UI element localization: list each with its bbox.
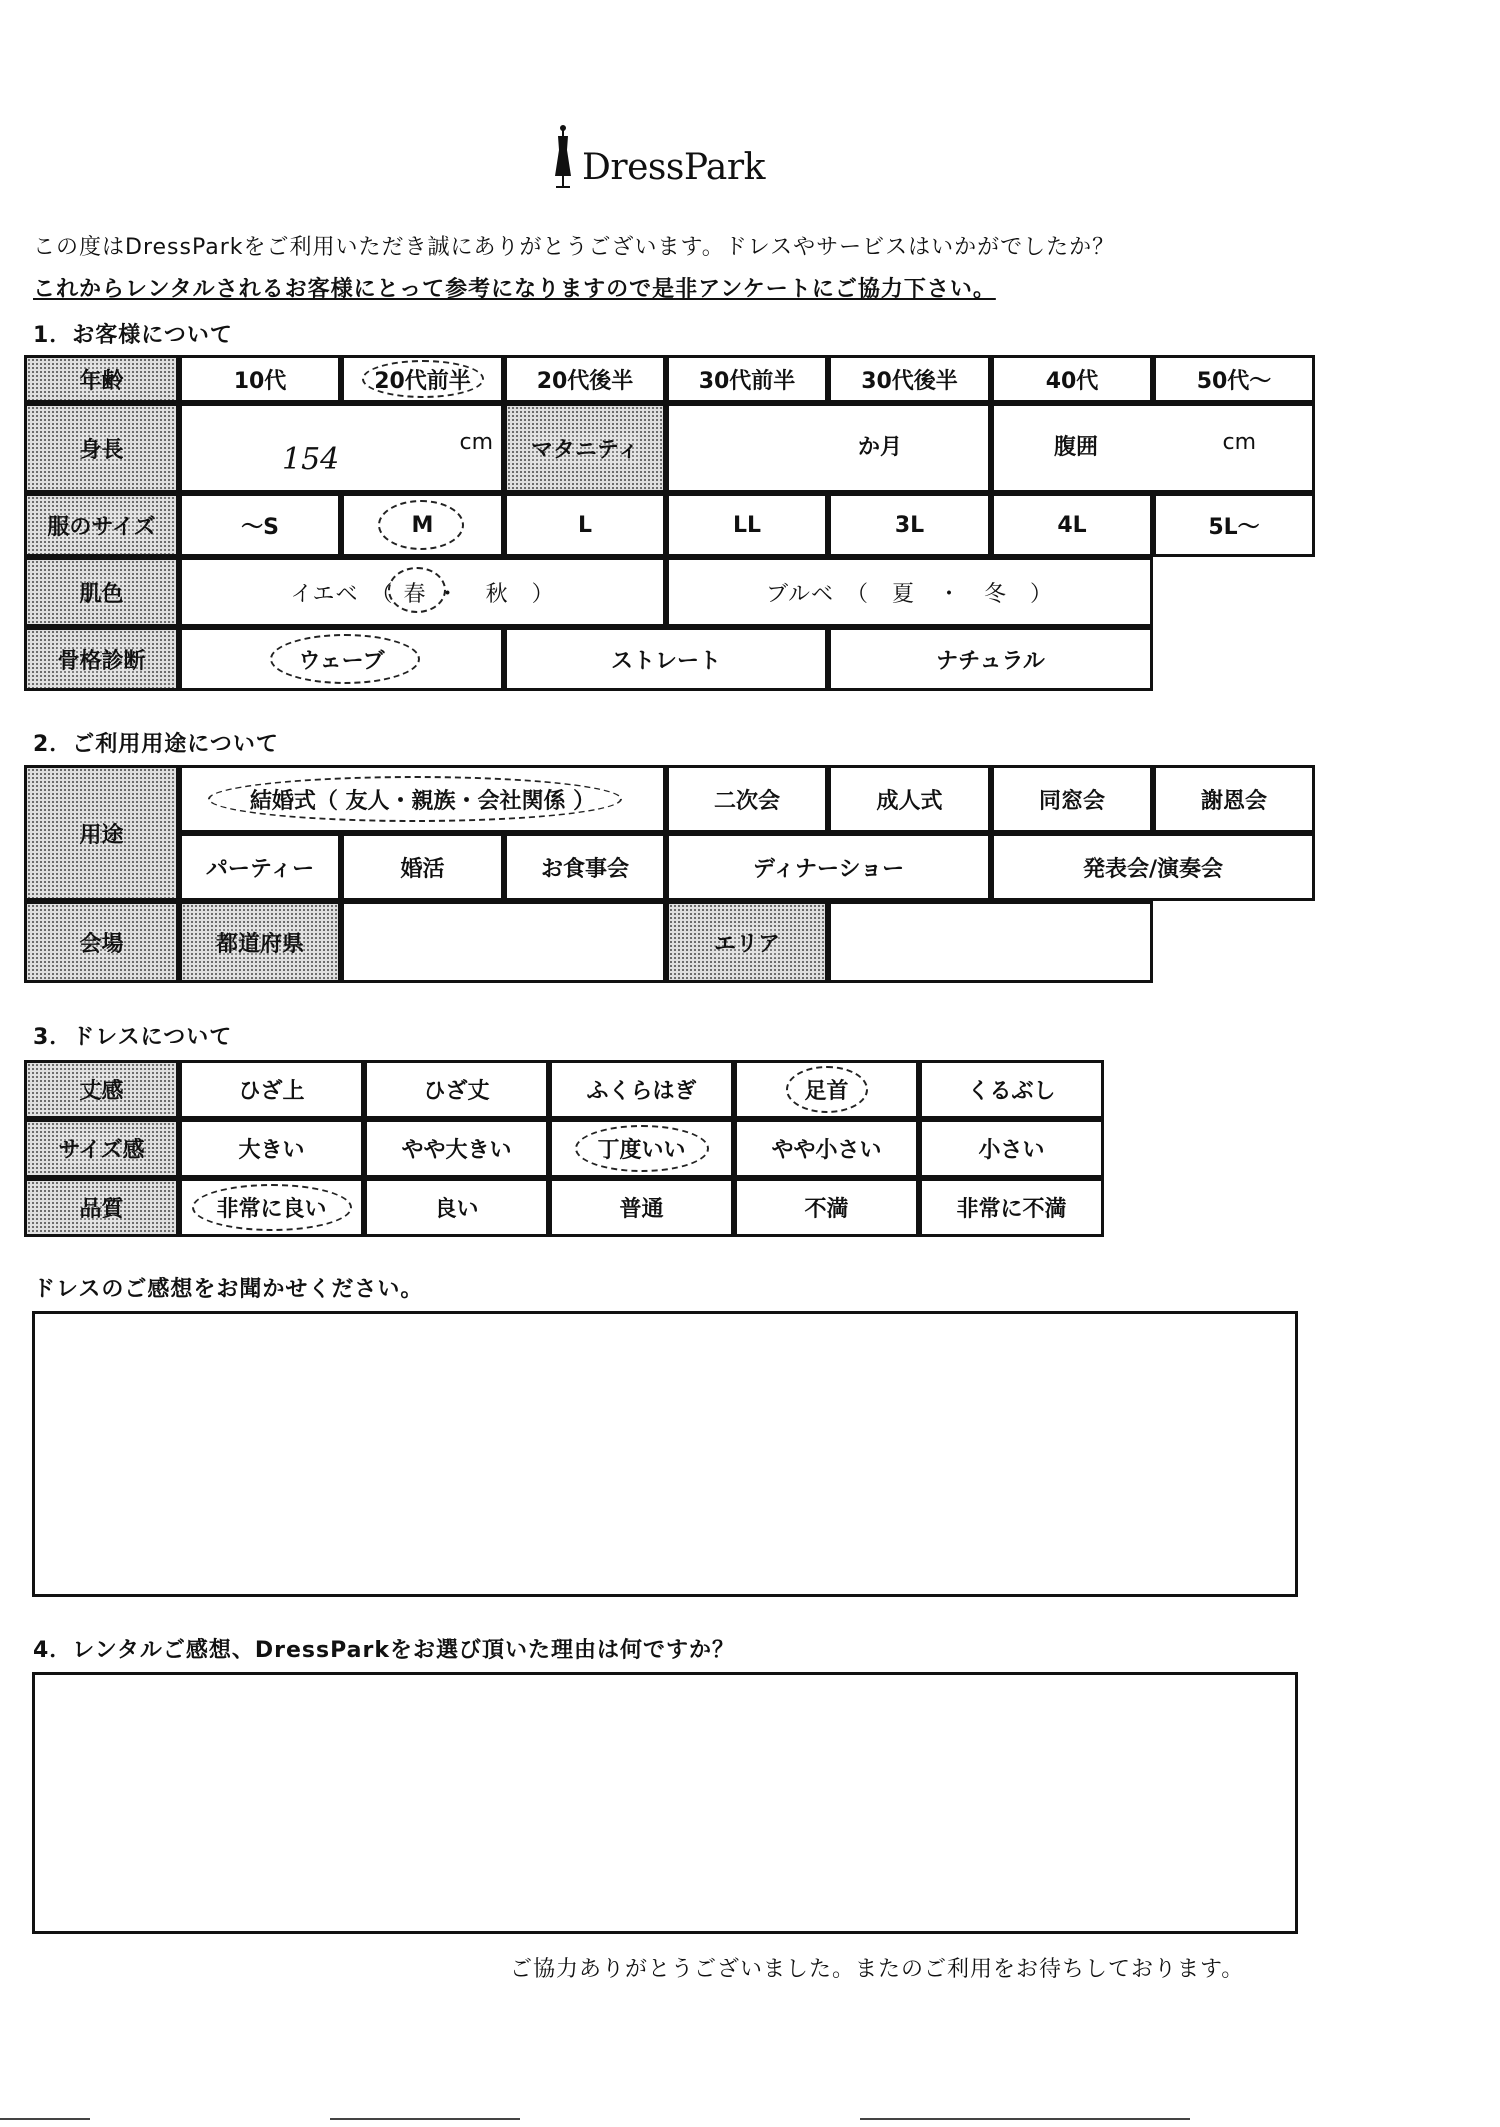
area-input[interactable] — [828, 901, 1153, 983]
size-option[interactable]: L — [504, 493, 666, 557]
frame-option[interactable]: ナチュラル — [828, 627, 1153, 691]
age-option[interactable]: 50代～ — [1153, 355, 1315, 403]
height-value: 154 — [282, 442, 340, 477]
venue-label: 会場 — [24, 901, 179, 983]
dress-option[interactable]: くるぶし — [919, 1060, 1104, 1119]
frame-option-selected[interactable]: ウェーブ — [179, 627, 504, 691]
yellow-base-text: イエベ （ — [290, 581, 394, 607]
frame-option[interactable]: ストレート — [504, 627, 828, 691]
dress-option-selected[interactable]: 足首 — [734, 1060, 919, 1119]
dress-row-label: 丈感 — [24, 1060, 179, 1119]
dress-option[interactable]: 普通 — [549, 1178, 734, 1237]
dress-option[interactable]: やや小さい — [734, 1119, 919, 1178]
impression-textarea[interactable] — [32, 1311, 1298, 1597]
intro-text: この度はDressParkをご利用いただき誠にありがとうございます。ドレスやサービスはいかがでしたか？ — [33, 235, 1116, 260]
purpose-option[interactable]: 成人式 — [828, 765, 991, 833]
belly-field[interactable] — [991, 403, 1315, 493]
section1-title: 1．お客様について — [33, 323, 233, 348]
size-option[interactable]: 4L — [991, 493, 1153, 557]
age-label: 年齢 — [24, 355, 179, 403]
dress-option-selected[interactable]: 非常に良い — [179, 1178, 364, 1237]
frame-label: 骨格診断 — [24, 627, 179, 691]
age-option[interactable]: 30代前半 — [666, 355, 828, 403]
maternity-label: マタニティ — [504, 403, 666, 493]
height-unit: cm — [459, 430, 493, 455]
purpose-option[interactable]: 発表会/演奏会 — [991, 833, 1315, 901]
size-option-selected[interactable]: M — [341, 493, 504, 557]
dress-option[interactable]: ふくらはぎ — [549, 1060, 734, 1119]
separator-dot: ・ — [436, 581, 460, 607]
belly-label: 腹囲 — [1054, 435, 1099, 460]
purpose-option[interactable]: 婚活 — [341, 833, 504, 901]
purpose-label: 用途 — [24, 765, 179, 901]
purpose-option-selected[interactable]: 結婚式（ 友人・親族・会社関係 ） — [179, 765, 666, 833]
height-field[interactable] — [179, 403, 504, 493]
dress-option-selected[interactable]: 丁度いい — [549, 1119, 734, 1178]
purpose-option[interactable]: お食事会 — [504, 833, 666, 901]
dress-option[interactable]: 大きい — [179, 1119, 364, 1178]
size-option[interactable]: ～S — [179, 493, 341, 557]
section3-title: 3．ドレスについて — [33, 1025, 233, 1050]
purpose-option[interactable]: ディナーショー — [666, 833, 991, 901]
age-option[interactable]: 10代 — [179, 355, 341, 403]
reason-textarea[interactable] — [32, 1672, 1298, 1934]
purpose-option[interactable]: パーティー — [179, 833, 341, 901]
scan-artifact-line — [330, 2118, 520, 2120]
size-option[interactable]: 5L～ — [1153, 493, 1315, 557]
dress-option[interactable]: やや大きい — [364, 1119, 549, 1178]
dress-option[interactable]: 非常に不満 — [919, 1178, 1104, 1237]
months-unit: か月 — [857, 435, 902, 460]
purpose-option[interactable]: 謝恩会 — [1153, 765, 1315, 833]
dress-option[interactable]: 小さい — [919, 1119, 1104, 1178]
impression-prompt: ドレスのご感想をお聞かせください。 — [33, 1277, 424, 1302]
dress-icon — [550, 124, 576, 190]
size-option[interactable]: LL — [666, 493, 828, 557]
prefecture-input[interactable] — [341, 901, 666, 983]
section2-title: 2．ご利用用途について — [33, 732, 279, 757]
prefecture-label: 都道府県 — [179, 901, 341, 983]
size-label: 服のサイズ — [24, 493, 179, 557]
blue-base-option[interactable]: ブルベ （ 夏 ・ 冬 ） — [666, 557, 1153, 627]
belly-unit: cm — [1222, 430, 1256, 455]
size-option[interactable]: 3L — [828, 493, 991, 557]
dress-option[interactable]: ひざ丈 — [364, 1060, 549, 1119]
dress-row-label: 品質 — [24, 1178, 179, 1237]
thanks-message: ご協力ありがとうございました。またのご利用をお待ちしております。 — [510, 1957, 1245, 1982]
age-option[interactable]: 20代後半 — [504, 355, 666, 403]
dress-option[interactable]: ひざ上 — [179, 1060, 364, 1119]
scan-artifact-line — [0, 2118, 90, 2120]
purpose-option[interactable]: 二次会 — [666, 765, 828, 833]
intro-request: これからレンタルされるお客様にとって参考になりますので是非アンケートにご協力下さい。 — [33, 277, 996, 302]
dress-row-label: サイズ感 — [24, 1119, 179, 1178]
dress-option[interactable]: 良い — [364, 1178, 549, 1237]
age-option[interactable]: 40代 — [991, 355, 1153, 403]
yellow-base-option[interactable] — [179, 557, 666, 627]
scan-artifact-line — [860, 2118, 1190, 2120]
age-option[interactable]: 30代後半 — [828, 355, 991, 403]
spring-option[interactable]: 春 — [403, 581, 427, 607]
dress-option[interactable]: 不満 — [734, 1178, 919, 1237]
maternity-months-field[interactable] — [666, 403, 991, 493]
dresspark-logo — [550, 122, 765, 190]
age-option-selected[interactable]: 20代前半 — [341, 355, 504, 403]
purpose-option[interactable]: 同窓会 — [991, 765, 1153, 833]
section4-title: 4．レンタルご感想、DressParkをお選び頂いた理由は何ですか？ — [33, 1638, 735, 1663]
area-label: エリア — [666, 901, 828, 983]
height-label: 身長 — [24, 403, 179, 493]
skin-label: 肌色 — [24, 557, 179, 627]
autumn-option[interactable]: 秋 ） — [485, 581, 555, 607]
logo-text: DressPark — [582, 147, 765, 188]
